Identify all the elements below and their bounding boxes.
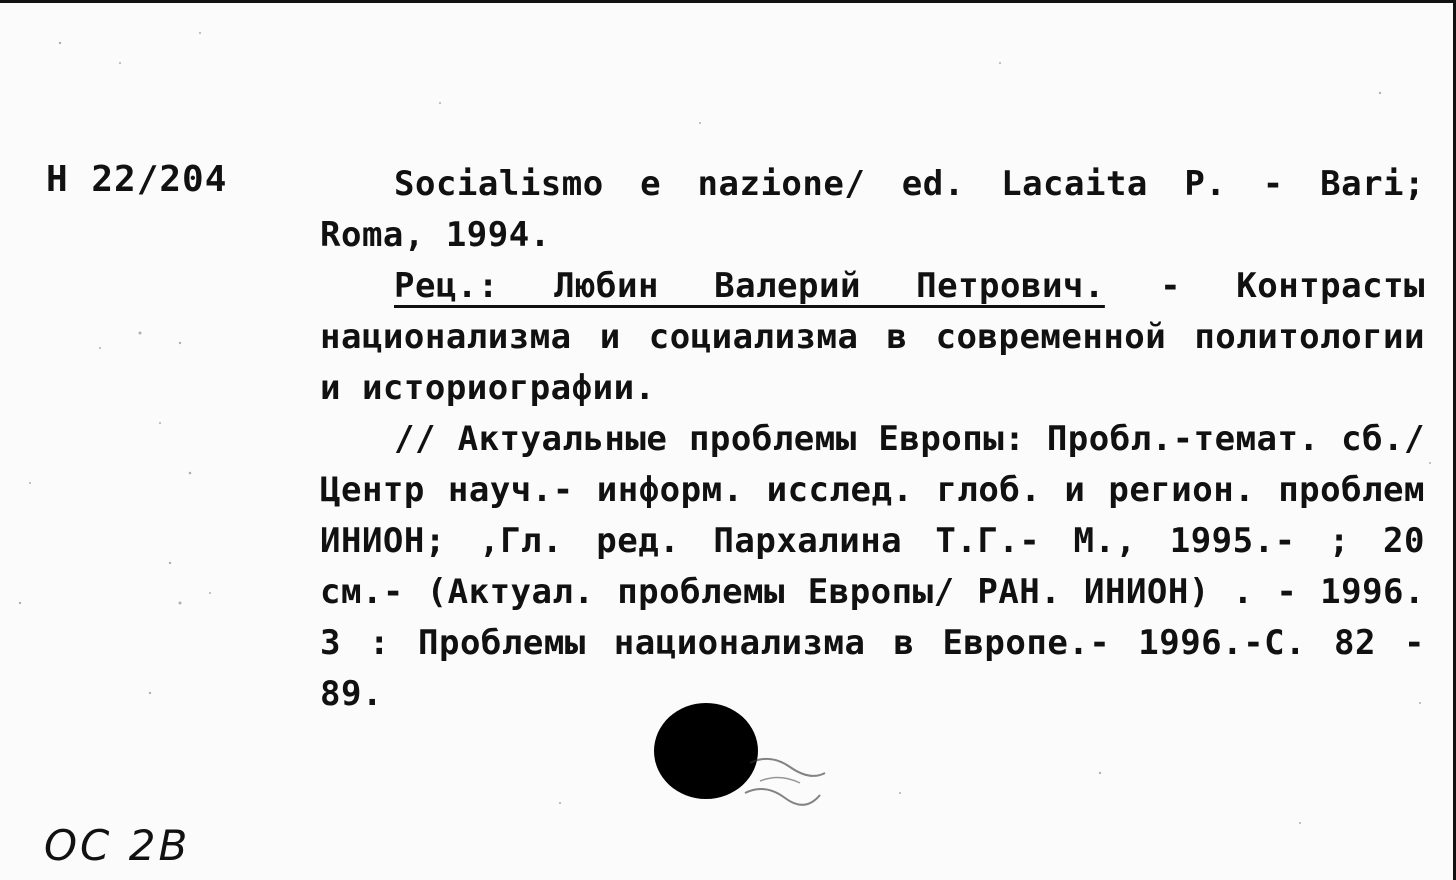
review-label: Рец.: Любин Валерий Петрович. bbox=[394, 266, 1105, 306]
source-paragraph: // Актуальные проблемы Европы: Пробл.-темат. сб./ Центр науч.- информ. исслед. глоб. и регион. проблем ИНИОН; ,Гл. ред. Пархалина Т.Г.- М., 1995.- ; 20 см.- (Актуал. проблемы Европы/ РАН. ИНИОН) . - 1996. 3 : Проблемы национализма в Европе.- 1996.-С. 82 - 89. bbox=[320, 419, 1425, 714]
bibliographic-entry bbox=[320, 159, 1425, 720]
handwritten-note: ОС 2В bbox=[44, 821, 191, 870]
shelf-mark: Н 22/204 bbox=[46, 159, 228, 200]
review-text: - Контрасты национализма и социализма в современной политологии и историографии. bbox=[320, 266, 1426, 408]
ink-smudge bbox=[740, 743, 830, 813]
review-paragraph bbox=[320, 261, 1425, 414]
title-line: Socialismo e nazione/ ed. Lacaita P. - Bari; Roma, 1994. bbox=[320, 164, 1425, 255]
